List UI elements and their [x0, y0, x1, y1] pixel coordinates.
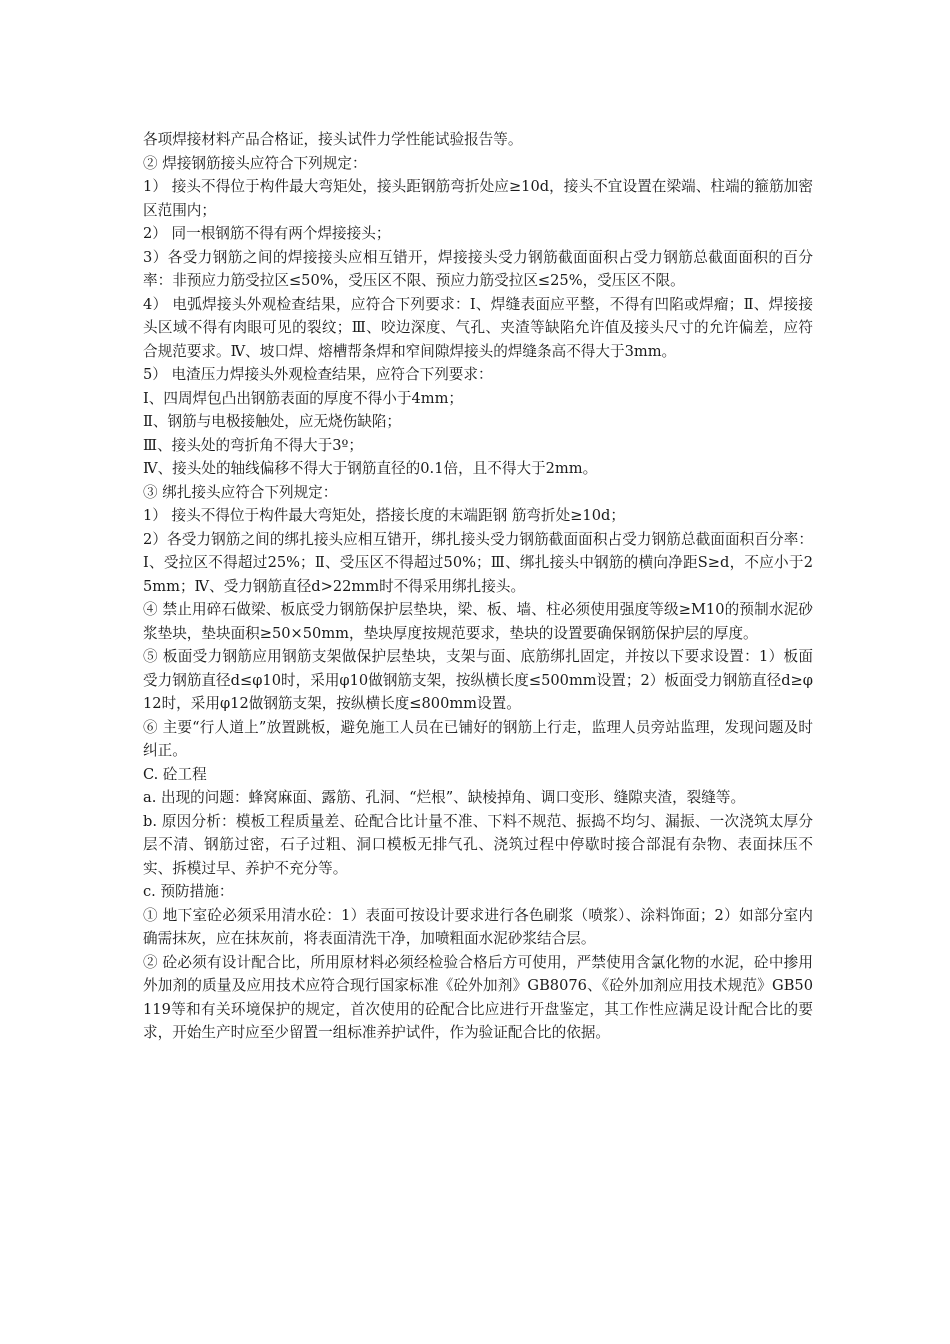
paragraph-tie-rule-2: 2）各受力钢筋之间的绑扎接头应相互错开，绑扎接头受力钢筋截面面积占受力钢筋总截面面积百分率：Ⅰ、受拉区不得超过25%；Ⅱ、受压区不得超过50%；Ⅲ、绑扎接头中钢筋的横向净距S≥d，不应小于25mm；Ⅳ、受力钢筋直径d>22mm时不得采用绑扎接头。: [143, 530, 813, 595]
paragraph-prevention-heading: c. 预防措施：: [143, 883, 234, 900]
paragraph-weld-joint-rules-heading: ② 焊接钢筋接头应符合下列规定：: [143, 154, 367, 172]
paragraph-materials-certificate: 各项焊接材料产品合格证，接头试件力学性能试验报告等。: [143, 131, 523, 148]
paragraph-tie-rule-1: 1） 接头不得位于构件最大弯矩处，搭接长度的末端距钢 筋弯折处≥10d；: [143, 507, 625, 524]
paragraph-concrete-causes: b. 原因分析：模板工程质量差、砼配合比计量不准、下料不规范、振捣不均匀、漏振、一次浇筑太厚分层不清、钢筋过密，石子过粗、洞口模板无排气孔、浇筑过程中停歇时接合部混有杂物、表面抹压不实、拆模过早、养护不充分等。: [143, 812, 813, 877]
paragraph-weld-rule-3: 3）各受力钢筋之间的焊接接头应相互错开，焊接接头受力钢筋截面面积占受力钢筋总截面面积的百分率：非预应力筋受拉区≤50%，受压区不限、预应力筋受拉区≤25%，受压区不限。: [143, 248, 813, 289]
paragraph-weld-rule-5: 5） 电渣压力焊接头外观检查结果，应符合下列要求：: [143, 366, 493, 383]
paragraph-weld-rule-4: 4） 电弧焊接头外观检查结果，应符合下列要求：Ⅰ、焊缝表面应平整，不得有凹陷或焊瘤；Ⅱ、焊接接头区域不得有肉眼可见的裂纹；Ⅲ、咬边深度、气孔、夹渣等缺陷允许值及接头尺寸的允许偏差，应符合规范要求。Ⅳ、坡口焊、熔槽帮条焊和窄间隙焊接头的焊缝条高不得大于3mm。: [143, 295, 813, 360]
paragraph-walkway-boards: ⑥ 主要“行人道上”放置跳板，避免施工人员在已铺好的钢筋上行走，监理人员旁站监理，发现问题及时纠正。: [143, 718, 813, 759]
paragraph-electroslag-item-1: Ⅰ、四周焊包凸出钢筋表面的厚度不得小于4mm；: [143, 389, 464, 407]
paragraph-concrete-problems: a. 出现的问题：蜂窝麻面、露筋、孔洞、“烂根”、缺棱掉角、调口变形、缝隙夹渣，裂缝等。: [143, 789, 746, 806]
paragraph-spacer-blocks: ④ 禁止用碎石做梁、板底受力钢筋保护层垫块，梁、板、墙、柱必须使用强度等级≥M10的预制水泥砂浆垫块，垫块面积≥50×50mm，垫块厚度按规范要求，垫块的设置要确保钢筋保护层的厚度。: [143, 601, 813, 642]
document-page: [143, 128, 813, 1045]
paragraph-electroslag-item-4: Ⅳ、接头处的轴线偏移不得大于钢筋直径的0.1倍，且不得大于2mm。: [143, 460, 598, 477]
paragraph-rebar-supports: ⑤ 板面受力钢筋应用钢筋支架做保护层垫块，支架与面、底筋绑扎固定，并按以下要求设置：1）板面受力钢筋直径d≤φ10时，采用φ10做钢筋支架，按纵横长度≤500mm设置；2）板面受力钢筋直径d≥φ12时，采用φ12做钢筋支架，按纵横长度≤800mm设置。: [143, 648, 813, 712]
section-heading-concrete: C. 砼工程: [143, 765, 207, 783]
paragraph-electroslag-item-2: Ⅱ、钢筋与电极接触处，应无烧伤缺陷；: [143, 413, 402, 430]
paragraph-weld-rule-1: 1） 接头不得位于构件最大弯矩处，接头距钢筋弯折处应≥10d，接头不宜设置在梁端、柱端的箍筋加密区范围内；: [143, 178, 813, 219]
paragraph-prevention-2: ② 砼必须有设计配合比，所用原材料必须经检验合格后方可使用，严禁使用含氯化物的水泥，砼中掺用外加剂的质量及应用技术应符合现行国家标准《砼外加剂》GB8076、《砼外加剂应用技术规范》GB50119等和有关环境保护的规定，首次使用的砼配合比应进行开盘鉴定，其工作性应满足设计配合比的要求，开始生产时应至少留置一组标准养护试件，作为验证配合比的依据。: [143, 953, 813, 1041]
paragraph-weld-rule-2: 2） 同一根钢筋不得有两个焊接接头；: [143, 225, 391, 242]
paragraph-prevention-1: ① 地下室砼必须采用清水砼：1）表面可按设计要求进行各色刷浆（喷浆）、涂料饰面；2）如部分室内确需抹灰，应在抹灰前，将表面清洗干净，加喷粗面水泥砂浆结合层。: [143, 906, 813, 947]
paragraph-electroslag-item-3: Ⅲ、接头处的弯折角不得大于3º；: [143, 436, 363, 454]
paragraph-tie-joint-rules-heading: ③ 绑扎接头应符合下列规定：: [143, 483, 338, 501]
